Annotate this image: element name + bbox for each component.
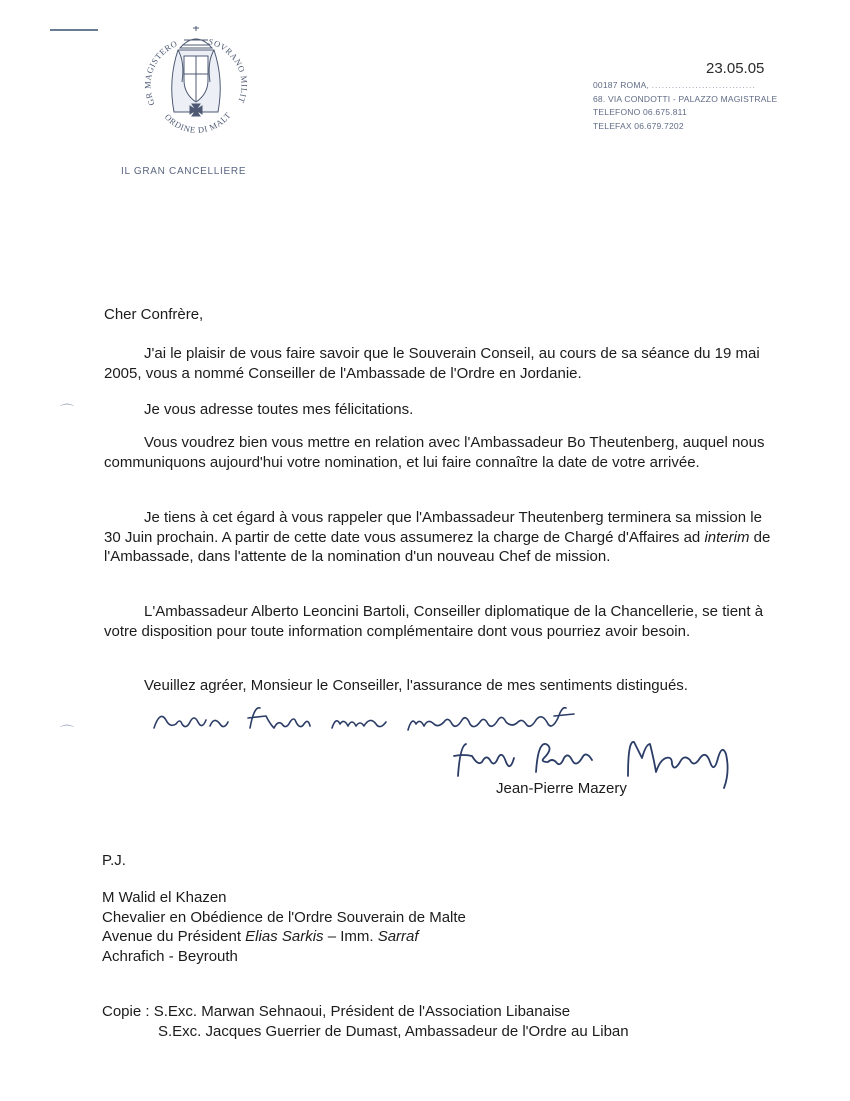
address-line-fax: TELEFAX 06.679.7202: [593, 120, 684, 131]
copies-list: [102, 1002, 629, 1041]
paragraph-closing-text: Veuillez agréer, Monsieur le Conseiller, l'assurance de mes sentiments distingués.: [144, 677, 688, 694]
office-title: IL GRAN CANCELLIERE: [121, 166, 247, 177]
coat-of-arms-icon: [140, 22, 252, 138]
address-line-phone: TELEFONO 06.675.811: [593, 107, 687, 117]
crest-text-right: SOVRANO MILIT: [207, 36, 250, 105]
signer-name: Jean-Pierre Mazery: [496, 780, 627, 797]
recipient-name: M Walid el Khazen: [102, 889, 227, 906]
paragraph-mission-end: [104, 508, 772, 567]
address-line-street: 68. VIA CONDOTTI - PALAZZO MAGISTRALE: [593, 93, 778, 104]
paragraph-nomination: [104, 344, 772, 383]
scan-mark-left-1: ⌒: [60, 404, 74, 420]
crest-text-bottom: ORDINE DI MALT: [162, 110, 233, 135]
copy-recipient-1: S.Exc. Marwan Sehnaoui, Président de l'Association Libanaise: [153, 1003, 571, 1020]
salutation: Cher Confrère,: [104, 306, 204, 323]
recipient-city: Achrafich - Beyrouth: [102, 947, 238, 965]
paragraph-diplomatic-advisor: [104, 602, 772, 641]
recipient-street: [102, 927, 466, 947]
recipient-street-1: Avenue du Président: [102, 928, 246, 945]
recipient-title: Chevalier en Obédience de l'Ordre Souverain de Malte: [102, 908, 466, 926]
copy-row-1: [102, 1002, 629, 1022]
address-line-city: [593, 79, 777, 93]
paragraph-mission-end-text-1: Je tiens à cet égard à vous rappeler que l'Ambassadeur Theutenberg terminera sa mission le 30 Juin prochain. A partir de cette date vous assumerez la charge de Chargé d'Affaires ad: [104, 509, 762, 546]
address-dots: ...............................: [651, 80, 756, 90]
letter-date: 23.05.05: [706, 60, 765, 77]
paragraph-mission-end-italic: interim: [704, 528, 750, 546]
scan-mark-top: [50, 29, 98, 31]
copies-label: Copie :: [102, 1003, 154, 1020]
enclosure-label: P.J.: [102, 852, 126, 869]
recipient-street-italic-2: Sarraf: [377, 928, 419, 945]
paragraph-congratulations-text: Je vous adresse toutes mes félicitations.: [144, 401, 414, 418]
recipient-address: [102, 888, 466, 966]
recipient-street-2: – Imm.: [323, 928, 378, 945]
scan-mark-left-2: ⌒: [60, 725, 74, 741]
paragraph-diplomatic-advisor-text: L'Ambassadeur Alberto Leoncini Bartoli, Conseiller diplomatique de la Chancellerie, se tient à votre disposition pour toute information complémentaire dont vous pourriez avoir besoin.: [104, 603, 764, 640]
copy-row-2: [102, 1022, 629, 1042]
address-city: 00187 ROMA,: [593, 80, 650, 90]
recipient-street-italic-1: Elias Sarkis: [245, 928, 324, 945]
sender-address: [593, 79, 777, 133]
paragraph-nomination-text: J'ai le plaisir de vous faire savoir que le Souverain Conseil, au cours de sa séance du 19 mai 2005, vous a nommé Conseiller de l'Ambassade de l'Ordre en Jordanie.: [104, 345, 760, 382]
paragraph-closing: [104, 676, 772, 696]
copy-recipient-2: S.Exc. Jacques Guerrier de Dumast, Ambassadeur de l'Ordre au Liban: [158, 1022, 629, 1040]
crest-text-left: GR MAGISTERO: [142, 38, 180, 108]
paragraph-contact-ambassador-text: Vous voudrez bien vous mettre en relation avec l'Ambassadeur Bo Theutenberg, auquel nous communiquons aujourd'hui votre nomination, et lui faire connaître la date de votre arrivée.: [104, 434, 765, 471]
paragraph-contact-ambassador: [104, 433, 772, 472]
paragraph-mission-end-text-2: de l'Ambassade, dans l'attente de la nomination d'un nouveau Chef de mission.: [104, 528, 771, 565]
paragraph-congratulations: [104, 400, 772, 420]
